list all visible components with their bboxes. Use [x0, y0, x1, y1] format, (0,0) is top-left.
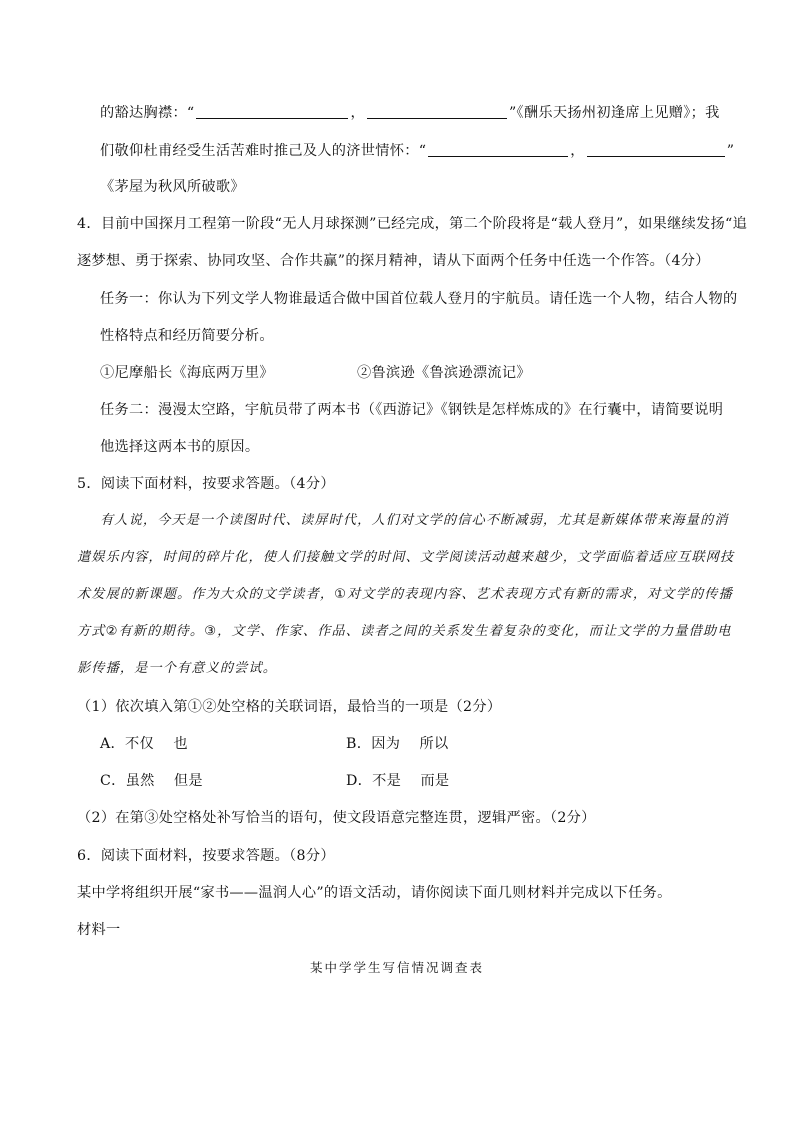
choice-c-text: 虽然 但是	[125, 773, 203, 789]
q6-intro: 某中学将组织开展“家书——温润人心”的语文活动，请你阅读下面几则材料并完成以下任务。	[77, 885, 672, 901]
q4-task1-line-1: 任务一：你认为下列文学人物谁最适合做中国首位载人登月的宇航员。请任选一个人物，结合人物的	[100, 291, 738, 307]
q5-subquestion-1: （1）依次填入第①②处空格的关联词语，最恰当的一项是（2分）	[77, 699, 502, 715]
choice-b-text: 因为 所以	[371, 736, 449, 752]
q5-heading: 5．阅读下面材料，按要求答题。（4分）	[77, 476, 335, 492]
q5-passage-line-4: 方式②有新的期待。③，文学、作家、作品、读者之间的关系发生着复杂的变化，而让文学的力量借助电	[77, 624, 732, 639]
choice-a-text: 不仅 也	[125, 736, 188, 752]
q6-heading: 6．阅读下面材料，按要求答题。（8分）	[77, 848, 335, 864]
q3-line-1-suffix: ”《酬乐天扬州初逢席上见赠》；我	[508, 105, 720, 121]
q3-line-1	[100, 103, 720, 123]
q3-line-2-prefix: 们敬仰杜甫经受生活苦难时推己及人的济世情怀：“	[100, 143, 427, 159]
answer-blank-3[interactable]	[428, 142, 568, 157]
q3-line-1-separator: ，	[350, 105, 365, 121]
answer-blank-2[interactable]	[367, 104, 507, 119]
q4-task1-line-2: 性格特点和经历简要分析。	[100, 328, 274, 344]
survey-table-title: 某中学学生写信情况调查表	[309, 960, 484, 975]
choice-a[interactable]	[100, 734, 188, 754]
q4-option-2: ②鲁滨逊《鲁滨逊漂流记》	[357, 365, 531, 381]
q5-subquestion-2: （2）在第③处空格处补写恰当的语句，使文段语意完整连贯，逻辑严密。（2分）	[77, 810, 596, 826]
material-label: 材料一	[77, 922, 121, 938]
choice-b-letter: B．	[346, 736, 372, 752]
choice-d-letter: D．	[346, 773, 373, 789]
q5-passage-line-3: 术发展的新课题。作为大众的文学读者，①对文学的表现内容、艺术表现方式有新的需求，对文学的传播	[77, 587, 733, 602]
choice-a-letter: A．	[100, 736, 126, 752]
choice-d[interactable]	[346, 771, 449, 791]
q4-line-2: 逐梦想、勇于探索、协同攻坚、合作共赢”的探月精神，请从下面两个任务中任选一个作答。（4分）	[77, 253, 710, 269]
q3-line-3: 《茅屋为秋风所破歌》	[100, 179, 245, 195]
q3-line-2-separator: ，	[570, 143, 585, 159]
q5-passage-line-1: 有人说，今天是一个读图时代、读屏时代，人们对文学的信心不断减弱，尤其是新媒体带来海量的消	[100, 513, 729, 528]
q3-line-2	[100, 141, 734, 161]
choice-d-text: 不是 而是	[372, 773, 450, 789]
q5-passage-line-5: 影传播，是一个有意义的尝试。	[77, 661, 278, 676]
choice-b[interactable]	[346, 734, 448, 754]
q4-task2-line-2: 他选择这两本书的原因。	[100, 439, 260, 455]
answer-blank-4[interactable]	[587, 142, 725, 157]
choice-c[interactable]	[100, 771, 203, 791]
q3-line-1-prefix: 的豁达胸襟：“	[100, 105, 195, 121]
q3-line-2-suffix: ”	[726, 143, 735, 159]
q4-option-1: ①尼摩船长《海底两万里》	[100, 365, 274, 381]
q4-task2-line-1: 任务二：漫漫太空路，宇航员带了两本书（《西游记》《钢铁是怎样炼成的》在行囊中，请简要说明	[100, 402, 724, 418]
choice-c-letter: C．	[100, 773, 126, 789]
q5-passage-line-2: 遣娱乐内容，时间的碎片化，使人们接触文学的时间、文学阅读活动越来越少，文学面临着适应互联网技	[77, 550, 735, 565]
q4-line-1: 4．目前中国探月工程第一阶段“无人月球探测”已经完成，第二个阶段将是“载人登月”，如果继续发扬“追	[77, 216, 748, 232]
answer-blank-1[interactable]	[196, 104, 348, 119]
